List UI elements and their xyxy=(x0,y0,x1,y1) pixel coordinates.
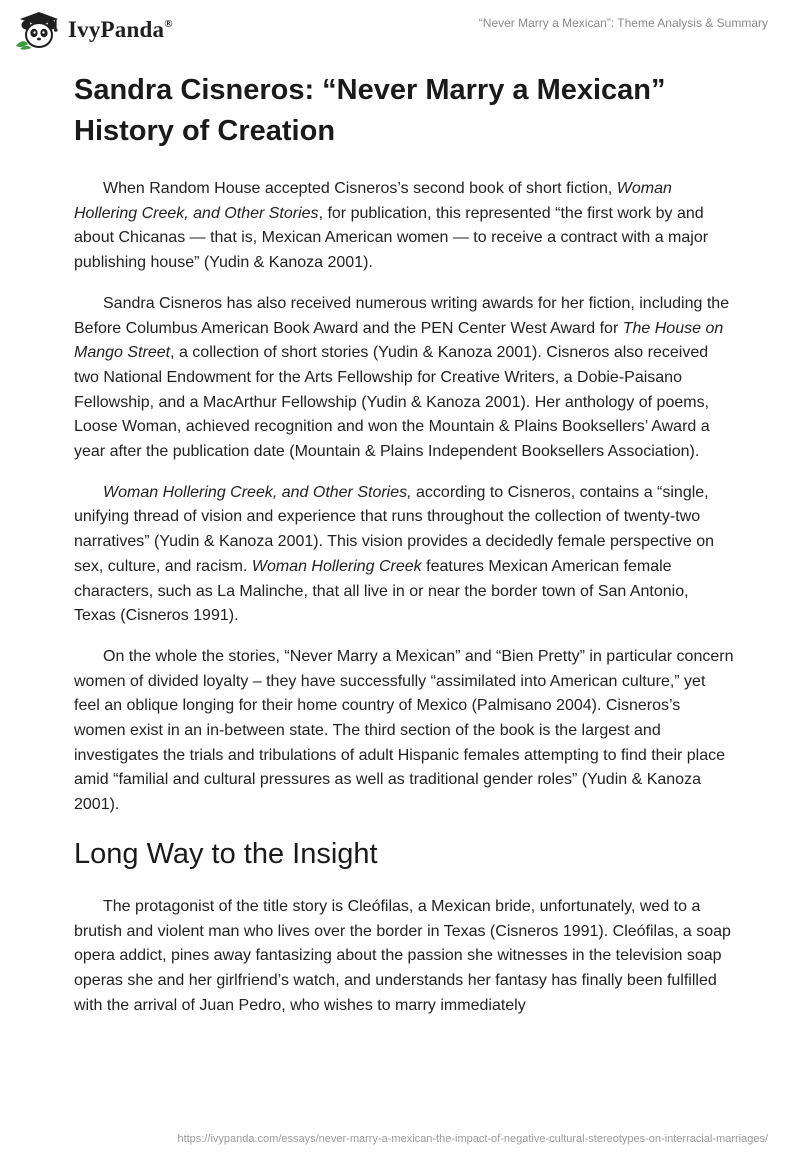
logo-text: IvyPanda® xyxy=(68,17,173,42)
panda-logo-icon xyxy=(14,10,64,50)
paragraph: Sandra Cisneros has also received numerous writing awards for her fiction, including the Before Columbus American Book Award and the PEN Center West Award for The House on Mango Street, a collection of short stories (Yudin & Kanoza 2001). Cisneros also received two National Endowment for the Arts Fellowship for Creative Writers, a Dobie-Paisano Fellowship, and a MacArthur Fellowship (Yudin & Kanoza 2001). Her anthology of poems, Loose Woman, achieved recognition and won the Mountain & Plains Booksellers’ Award a year after the publication date (Mountain & Plains Independent Booksellers Association). xyxy=(74,294,730,461)
paragraph: When Random House accepted Cisneros’s second book of short fiction, Woman Hollering Creek, and Other Stories, for publication, this represented “the first work by and about Chicanas — that is, Mexican American women — to receive a contract with a major publishing house” (Yudin & Kanoza 2001). xyxy=(74,180,709,272)
page-header xyxy=(0,0,800,60)
document-title: “Never Marry a Mexican”: Theme Analysis & Summary xyxy=(478,16,768,30)
article-body xyxy=(74,70,734,1034)
paragraph: The protagonist of the title story is Cleófilas, a Mexican bride, unfortunately, wed to a brutish and violent man who lives over the border in Texas (Cisneros 1991). Cleófilas, a soap opera addict, pines away fantasizing about the passion she witnesses in the television soap operas she and her girlfriend’s watch, and understands her fantasy has finally been fulfilled with the arrival of Juan Pedro, who wishes to marry immediately xyxy=(74,897,731,1014)
paragraph: On the whole the stories, “Never Marry a Mexican” and “Bien Pretty” in particular concern women of divided loyalty – they have successfully “assimilated into American culture,” yet feel an oblique longing for their home country of Mexico (Palmisano 2004). Cisneros’s women exist in an in-between state. The third section of the book is the largest and investigates the trials and tribulations of adult Hispanic females attempting to find their place amid “familial and cultural pressures as well as traditional gender roles” (Yudin & Kanoza 2001). xyxy=(74,647,734,814)
section-heading-history: Sandra Cisneros: “Never Marry a Mexican” History of Creation xyxy=(74,74,666,147)
paragraph: Woman Hollering Creek, and Other Stories, according to Cisneros, contains a “single, unifying thread of vision and experience that runs throughout the collection of twenty-two narratives” (Yudin & Kanoza 2001). This vision provides a decidedly female perspective on sex, culture, and racism. Woman Hollering Creek features Mexican American female characters, such as La Malinche, that all live in or near the border town of San Antonio, Texas (Cisneros 1991). xyxy=(74,483,715,625)
ivypanda-logo[interactable] xyxy=(14,10,173,50)
source-url[interactable]: https://ivypanda.com/essays/never-marry-a-mexican-the-impact-of-negative-cultural-stereotypes-on-interracial-marriages/ xyxy=(177,1133,768,1145)
section-heading-insight: Long Way to the Insight xyxy=(74,837,378,870)
